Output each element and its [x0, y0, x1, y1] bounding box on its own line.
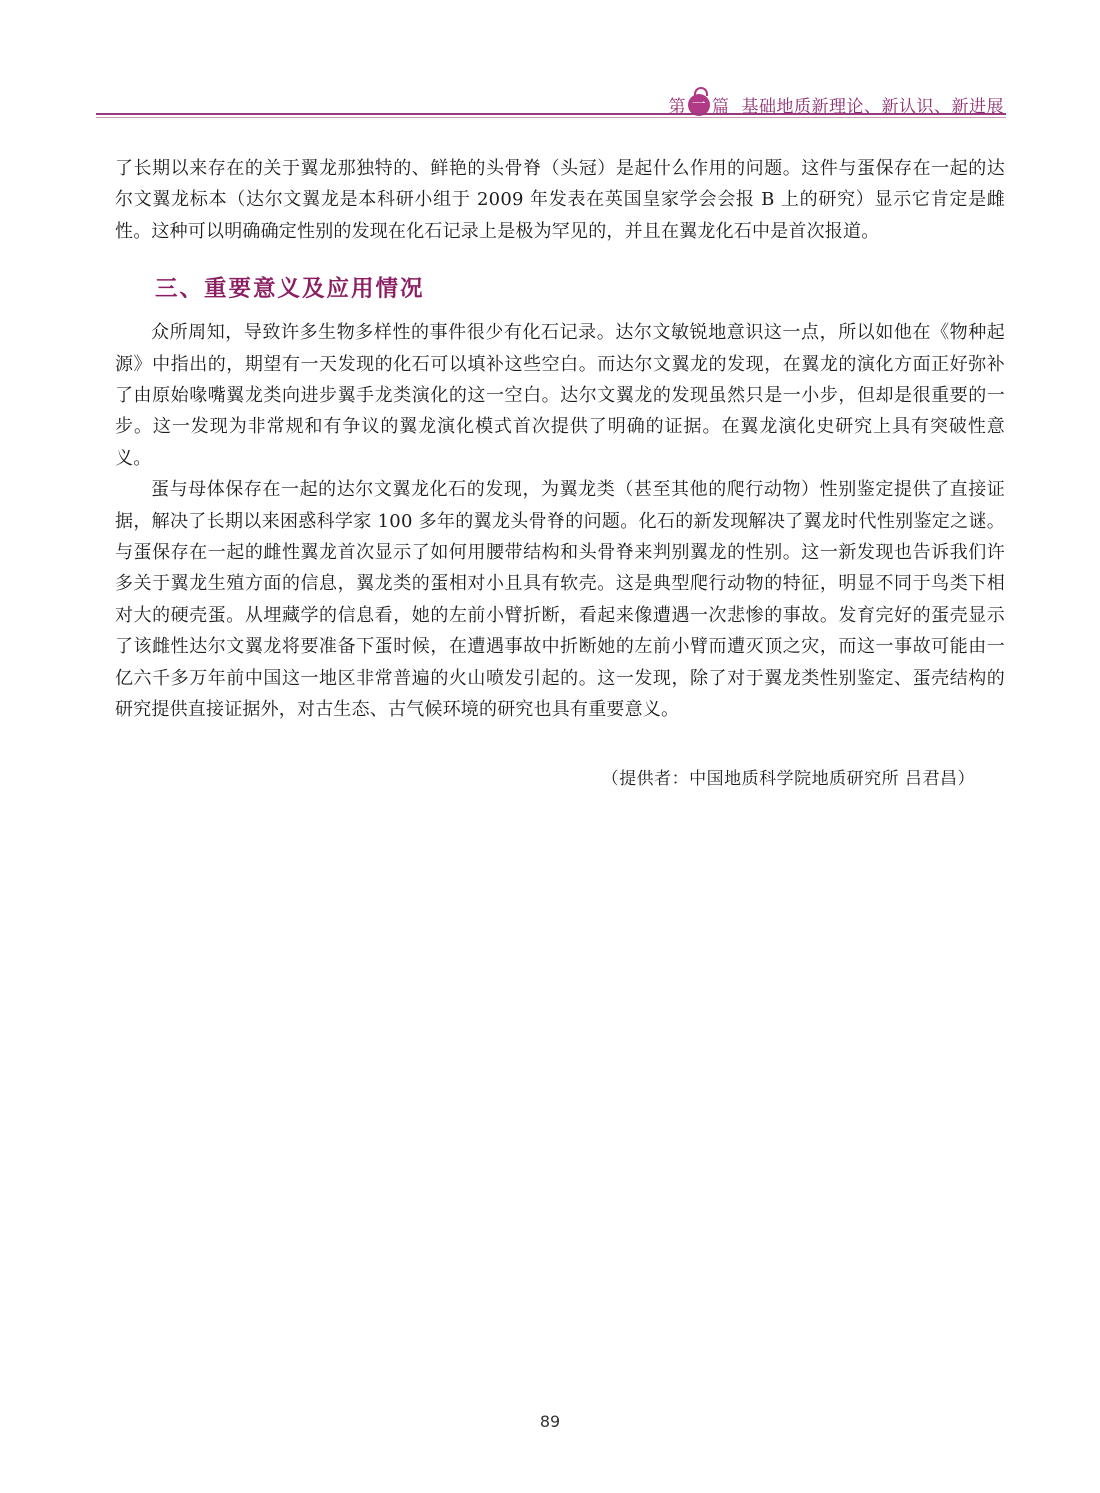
header-rule: [96, 113, 1006, 115]
section-heading: 三、重要意义及应用情况: [155, 276, 425, 303]
header-rule-thin: [96, 117, 1006, 118]
page-number: 89: [539, 1412, 561, 1431]
header-subtitle: 基础地质新理论、新认识、新进展: [741, 97, 1004, 117]
part-suffix: 篇: [712, 97, 730, 117]
contributor-credit: （提供者：中国地质科学院地质研究所 吕君昌）: [601, 768, 975, 789]
part-prefix: 第: [668, 97, 686, 117]
part-number-badge: 一: [688, 94, 710, 116]
page-body: [115, 153, 1005, 789]
intro-paragraph: 了长期以来存在的关于翼龙那独特的、鲜艳的头骨脊（头冠）是起什么作用的问题。这件与蛋保存在一起的达尔文翼龙标本（达尔文翼龙是本科研小组于 2009 年发表在英国皇家学会会报 B 上的研究）显示它肯定是雌性。这种可以明确确定性别的发现在化石记录上是极为罕见的，并且在翼龙化石中是首次报道。: [115, 158, 1005, 242]
paragraph-1: 众所周知，导致许多生物多样性的事件很少有化石记录。达尔文敏锐地意识这一点，所以如他在《物种起源》中指出的，期望有一天发现的化石可以填补这些空白。而达尔文翼龙的发现，在翼龙的演化方面正好弥补了由原始喙嘴翼龙类向进步翼手龙类演化的这一空白。达尔文翼龙的发现虽然只是一小步，但却是很重要的一步。这一发现为非常规和有争议的翼龙演化模式首次提供了明确的证据。在翼龙演化史研究上具有突破性意义。: [115, 322, 1005, 469]
paragraph-2: 蛋与母体保存在一起的达尔文翼龙化石的发现，为翼龙类（甚至其他的爬行动物）性别鉴定提供了直接证据，解决了长期以来困惑科学家 100 多年的翼龙头骨脊的问题。化石的新发现解决了翼龙时代性别鉴定之谜。与蛋保存在一起的雌性翼龙首次显示了如何用腰带结构和头骨脊来判别翼龙的性别。这一新发现也告诉我们许多关于翼龙生殖方面的信息，翼龙类的蛋相对小且具有软壳。这是典型爬行动物的特征，明显不同于鸟类下相对大的硬壳蛋。从埋藏学的信息看，她的左前小臂折断，看起来像遭遇一次悲惨的事故。发育完好的蛋壳显示了该雌性达尔文翼龙将要准备下蛋时候，在遭遇事故中折断她的左前小臂而遭灭顶之灾，而这一事故可能由一亿六千多万年前中国这一地区非常普遍的火山喷发引起的。这一发现，除了对于翼龙类性别鉴定、蛋壳结构的研究提供直接证据外，对古生态、古气候环境的研究也具有重要意义。: [115, 479, 1005, 721]
running-header: [0, 78, 1100, 118]
